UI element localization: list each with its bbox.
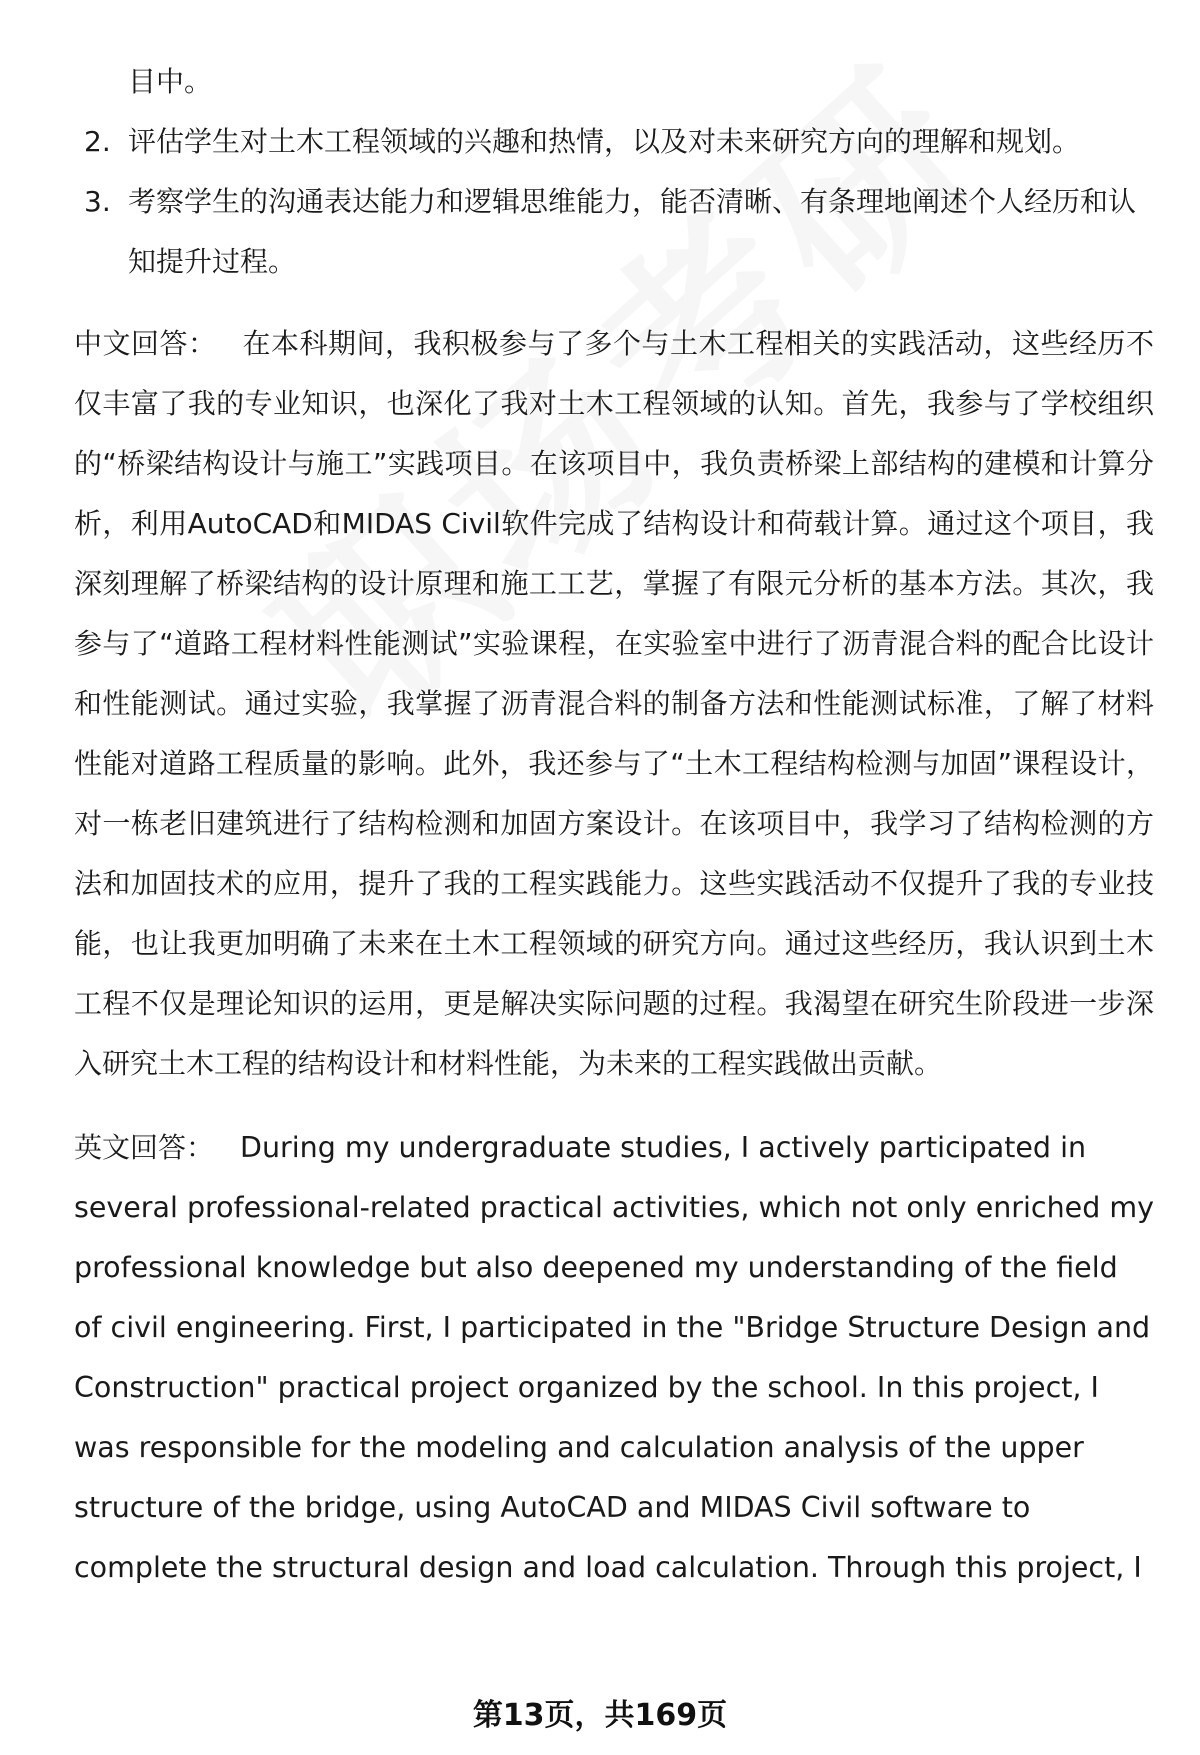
list-item-text: 评估学生对土木工程领域的兴趣和热情，以及对未来研究方向的理解和规划。 (128, 125, 1081, 158)
list-continuation: 目中。 (128, 65, 213, 98)
numbered-list (74, 112, 1154, 292)
page-number-footer: 第13页，共169页 (472, 1698, 728, 1733)
english-answer-text: During my undergraduate studies, I actively participated in several professional-related practical activities, which not only enriched my professional knowledge but also deepened my understanding of the field of civil engineering. First, I participated in the "Bridge Structure Design and Construction" practical project organized by the school. In this project, I was responsible for the modeling and calculation analysis of the upper structure of the bridge, using AutoCAD and MIDAS Civil software to complete the structural design and load calculation. Through this project, I (74, 1131, 1154, 1584)
chinese-answer-text: 在本科期间，我积极参与了多个与土木工程相关的实践活动，这些经历不仅丰富了我的专业知识，也深化了我对土木工程领域的认知。首先，我参与了学校组织的“桥梁结构设计与施工”实践项目。在该项目中，我负责桥梁上部结构的建模和计算分析，利用AutoCAD和MIDAS Civil软件完成了结构设计和荷载计算。通过这个项目，我深刻理解了桥梁结构的设计原理和施工工艺，掌握了有限元分析的基本方法。其次，我参与了“道路工程材料性能测试”实验课程，在实验室中进行了沥青混合料的配合比设计和性能测试。通过实验，我掌握了沥青混合料的制备方法和性能测试标准，了解了材料性能对道路工程质量的影响。此外，我还参与了“土木工程结构检测与加固”课程设计，对一栋老旧建筑进行了结构检测和加固方案设计。在该项目中，我学习了结构检测的方法和加固技术的应用，提升了我的工程实践能力。这些实践活动不仅提升了我的专业技能，也让我更加明确了未来在土木工程领域的研究方向。通过这些经历，我认识到土木工程不仅是理论知识的运用，更是解决实际问题的过程。我渴望在研究生阶段进一步深入研究土木工程的结构设计和材料性能，为未来的工程实践做出贡献。 (74, 327, 1154, 1080)
english-answer-paragraph (74, 1118, 1154, 1598)
english-answer-label: 英文回答： (74, 1131, 215, 1164)
list-item-number: 2. (84, 125, 111, 158)
list-item-number: 3. (84, 185, 111, 218)
chinese-answer-label: 中文回答： (74, 327, 217, 360)
document-content (74, 52, 1154, 1598)
list-item (74, 172, 1154, 292)
list-item (74, 112, 1154, 172)
list-item-text: 考察学生的沟通表达能力和逻辑思维能力，能否清晰、有条理地阐述个人经历和认知提升过程。 (128, 185, 1137, 278)
chinese-answer-paragraph (74, 314, 1154, 1094)
